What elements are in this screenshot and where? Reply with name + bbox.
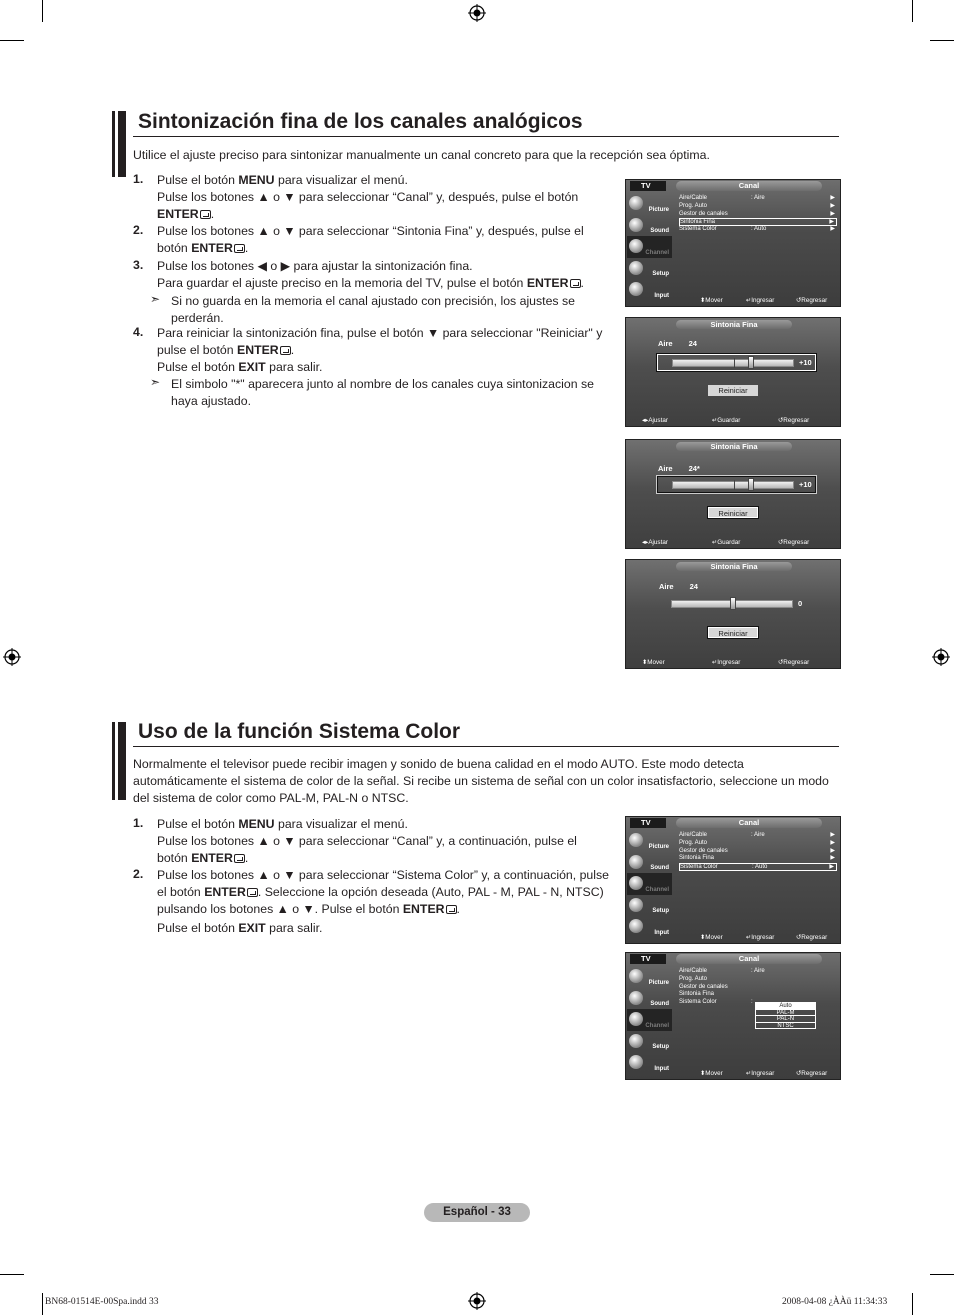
- option-auto[interactable]: Auto: [755, 1002, 816, 1010]
- step-number: 1.: [133, 816, 144, 830]
- menu-setup[interactable]: Setup: [627, 895, 672, 917]
- foot-return: ↺ Regresar: [778, 417, 810, 424]
- file-imprint: BN68-01514E-00Spa.indd 33: [45, 1297, 159, 1307]
- foot-adjust: ◂▸ Ajustar: [642, 539, 668, 546]
- crop-mark: [930, 40, 954, 41]
- fine-tune-slider[interactable]: +10: [657, 354, 816, 371]
- title-rule: [133, 746, 839, 747]
- menu-row[interactable]: Gestor de canales ▶: [679, 210, 835, 217]
- section-title-color-system: Uso de la función Sistema Color: [138, 720, 461, 743]
- fine-tune-slider[interactable]: +10: [657, 476, 816, 493]
- enter-icon: [200, 210, 211, 219]
- tv-menu-channel: [625, 179, 841, 307]
- color-system-options: [755, 1003, 816, 1029]
- menu-picture[interactable]: Picture: [627, 193, 672, 215]
- input-icon: [629, 919, 643, 933]
- date-imprint: 2008-04-08 ¿ÀÀü 11:34:33: [782, 1297, 888, 1307]
- setup-icon: [629, 261, 643, 275]
- step-number: 2.: [133, 223, 144, 237]
- menu-row[interactable]: Sintonia Fina ▶: [679, 855, 835, 862]
- picture-icon: [629, 833, 643, 847]
- fine-tune-panel: [625, 559, 841, 669]
- tv-label: TV: [630, 818, 666, 828]
- menu-picture[interactable]: Picture: [627, 966, 672, 988]
- step-text: Pulse el botón MENU para visualizar el menú. Pulse los botones ▲ o ▼ para seleccionar “Canal” y, después, pulse el botón ENTER .: [157, 173, 579, 221]
- step-text: Pulse los botones ◀ o ▶ para ajustar la sintonización fina. Para guardar el ajuste preciso en la memoria del TV, pulse el botón ENTER .: [157, 259, 584, 290]
- menu-picture[interactable]: Picture: [627, 830, 672, 852]
- menu-row[interactable]: Gestor de canales: [679, 983, 728, 990]
- registration-mark-icon: [468, 1292, 486, 1310]
- option-ntsc[interactable]: NTSC: [755, 1022, 816, 1030]
- menu-sound[interactable]: Sound: [627, 988, 672, 1010]
- sound-icon: [629, 855, 643, 869]
- menu-channel[interactable]: Channel: [627, 236, 672, 258]
- foot-enter: ↵ Ingresar: [746, 934, 775, 941]
- enter-icon: [234, 244, 245, 253]
- picture-icon: [629, 196, 643, 210]
- enter-icon: [247, 888, 258, 897]
- panel-header: Sintonia Fina: [676, 562, 792, 571]
- foot-return: ↺ Regresar: [778, 539, 810, 546]
- menu-header: Canal: [676, 818, 822, 828]
- menu-row[interactable]: Prog. Auto ▶: [679, 202, 835, 209]
- channel-info: Aire 24: [659, 582, 698, 591]
- step-number: 3.: [133, 258, 144, 272]
- section-marker: [118, 111, 126, 177]
- panel-header: Sintonia Fina: [676, 442, 792, 451]
- crop-mark: [930, 1274, 954, 1275]
- note-arrow-icon: ➣: [150, 375, 161, 389]
- setup-icon: [629, 898, 643, 912]
- step-number: 4.: [133, 325, 144, 339]
- step-text: Pulse los botones ▲ o ▼ para seleccionar “Sintonia Fina” y, después, pulse el botón ENTER .: [157, 224, 584, 255]
- crop-mark: [0, 1274, 24, 1275]
- fine-tune-panel: [625, 439, 841, 549]
- foot-return: ↺ Regresar: [778, 659, 810, 666]
- section-marker: [112, 111, 115, 177]
- picture-icon: [629, 969, 643, 983]
- enter-icon: [234, 854, 245, 863]
- menu-setup[interactable]: Setup: [627, 258, 672, 280]
- channel-icon: [629, 239, 643, 253]
- foot-move: ⬍ Mover: [700, 934, 723, 941]
- section-intro: Normalmente el televisor puede recibir imagen y sonido de buena calidad en el modo AUTO. Este modo detecta automáticamente el sistema de color de la señal. Si recibe un sistema de señal con un color insatisfactorio, seleccione un modo del sistema de color como PAL-M, PAL-N o NTSC.: [133, 757, 829, 805]
- menu-row[interactable]: Sistema Color : Auto ▶: [679, 226, 835, 233]
- crop-mark: [42, 0, 43, 22]
- tv-label: TV: [630, 954, 666, 964]
- menu-header: Canal: [676, 954, 822, 964]
- reset-button[interactable]: Reiniciar: [708, 385, 758, 396]
- step-text: Pulse el botón MENU para visualizar el menú. Pulse los botones ▲ o ▼ para seleccionar “Canal” y, a continuación, pulse el botón ENTER .: [157, 817, 577, 865]
- registration-mark-icon: [468, 4, 486, 22]
- section-title-fine-tuning: Sintonización fina de los canales analógicos: [138, 110, 583, 133]
- foot-return: ↺ Regresar: [796, 1070, 828, 1077]
- menu-sound[interactable]: Sound: [627, 852, 672, 874]
- crop-mark: [0, 40, 24, 41]
- enter-icon: [446, 905, 457, 914]
- menu-row[interactable]: Aire/Cable : Aire ▶: [679, 195, 835, 201]
- note-text: El simbolo "*" aparecera junto al nombre de los canales cuya sintonizacion se haya ajustado.: [171, 377, 594, 408]
- note-text: Si no guarda en la memoria el canal ajustado con precisión, los ajustes se perderán.: [171, 294, 575, 325]
- section-intro: Utilice el ajuste preciso para sintonizar manualmente un canal concreto para que la recepción sea óptima.: [133, 148, 710, 162]
- menu-row[interactable]: Sintonia Fina: [679, 991, 715, 998]
- channel-info: Aire 24*: [658, 464, 700, 473]
- menu-row[interactable]: Prog. Auto: [679, 975, 708, 982]
- tv-menu-channel: [625, 816, 841, 944]
- channel-info: Aire 24: [658, 339, 697, 348]
- option-pal-m[interactable]: PAL-M: [755, 1009, 816, 1017]
- step-text: Pulse los botones ▲ o ▼ para seleccionar “Sistema Color” y, a continuación, pulse el botón ENTER . Seleccione la opción deseada (Auto, PAL - M, PAL - N, NTSC) pulsando los botones ▲ o ▼. Pulse el botón ENTER . Pulse el botón EXIT para salir.: [157, 868, 609, 935]
- foot-move: ⬍ Mover: [642, 659, 665, 666]
- crop-mark: [42, 1293, 43, 1315]
- menu-input[interactable]: Input: [627, 916, 672, 938]
- slider-knob[interactable]: [748, 356, 754, 369]
- crop-mark: [912, 1293, 913, 1315]
- slider-knob[interactable]: [748, 478, 754, 491]
- menu-row[interactable]: Gestor de canales ▶: [679, 847, 835, 854]
- menu-row-selected[interactable]: Sistema Color : Auto ▶: [679, 863, 837, 871]
- enter-icon: [280, 346, 291, 355]
- panel-header: Sintonia Fina: [676, 320, 792, 329]
- menu-channel[interactable]: Channel: [627, 1009, 672, 1031]
- title-rule: [133, 136, 839, 137]
- registration-mark-icon: [3, 648, 21, 666]
- foot-enter: ↵ Ingresar: [746, 297, 775, 304]
- foot-move: ⬍ Mover: [700, 297, 723, 304]
- channel-icon: [629, 1012, 643, 1026]
- slider-knob[interactable]: [730, 597, 736, 610]
- step-number: 1.: [133, 172, 144, 186]
- menu-row[interactable]: Prog. Auto ▶: [679, 839, 835, 846]
- menu-input[interactable]: Input: [627, 279, 672, 301]
- setup-icon: [629, 1034, 643, 1048]
- foot-adjust: ◂▸ Ajustar: [642, 417, 668, 424]
- section-marker: [112, 722, 115, 800]
- tv-menu-color-options: [625, 952, 841, 1080]
- sound-icon: [629, 218, 643, 232]
- channel-icon: [629, 876, 643, 890]
- note-arrow-icon: ➣: [150, 292, 161, 306]
- menu-input[interactable]: Input: [627, 1052, 672, 1074]
- step-text: Para reiniciar la sintonización fina, pulse el botón ▼ para seleccionar "Reiniciar" y pulse el botón ENTER . Pulse el botón EXIT para salir.: [157, 326, 603, 374]
- tv-label: TV: [630, 181, 666, 191]
- option-pal-n[interactable]: PAL-N: [755, 1015, 816, 1023]
- menu-row[interactable]: Aire/Cable : Aire ▶: [679, 832, 835, 838]
- page-number: Español - 33: [424, 1203, 530, 1222]
- crop-mark: [912, 0, 913, 22]
- foot-move: ⬍ Mover: [700, 1070, 723, 1077]
- input-icon: [629, 1055, 643, 1069]
- foot-save: ↵ Guardar: [712, 539, 741, 546]
- foot-enter: ↵ Ingresar: [746, 1070, 775, 1077]
- menu-row[interactable]: Sistema Color :: [679, 999, 753, 1006]
- menu-header: Canal: [676, 181, 822, 191]
- foot-return: ↺ Regresar: [796, 934, 828, 941]
- enter-icon: [570, 279, 581, 288]
- section-marker: [118, 722, 126, 800]
- registration-mark-icon: [932, 648, 950, 666]
- fine-tune-slider[interactable]: 0: [657, 596, 816, 613]
- fine-tune-panel: [625, 317, 841, 427]
- menu-sound[interactable]: Sound: [627, 215, 672, 237]
- reset-button[interactable]: Reiniciar: [708, 627, 758, 638]
- menu-row-selected[interactable]: Sintonia Fina ▶: [679, 218, 837, 226]
- input-icon: [629, 282, 643, 296]
- foot-enter: ↵ Ingresar: [712, 659, 741, 666]
- menu-channel[interactable]: Channel: [627, 873, 672, 895]
- sound-icon: [629, 991, 643, 1005]
- menu-row[interactable]: Aire/Cable : Aire: [679, 968, 765, 974]
- reset-button[interactable]: Reiniciar: [708, 507, 758, 518]
- foot-return: ↺ Regresar: [796, 297, 828, 304]
- foot-save: ↵ Guardar: [712, 417, 741, 424]
- step-number: 2.: [133, 867, 144, 881]
- menu-setup[interactable]: Setup: [627, 1031, 672, 1053]
